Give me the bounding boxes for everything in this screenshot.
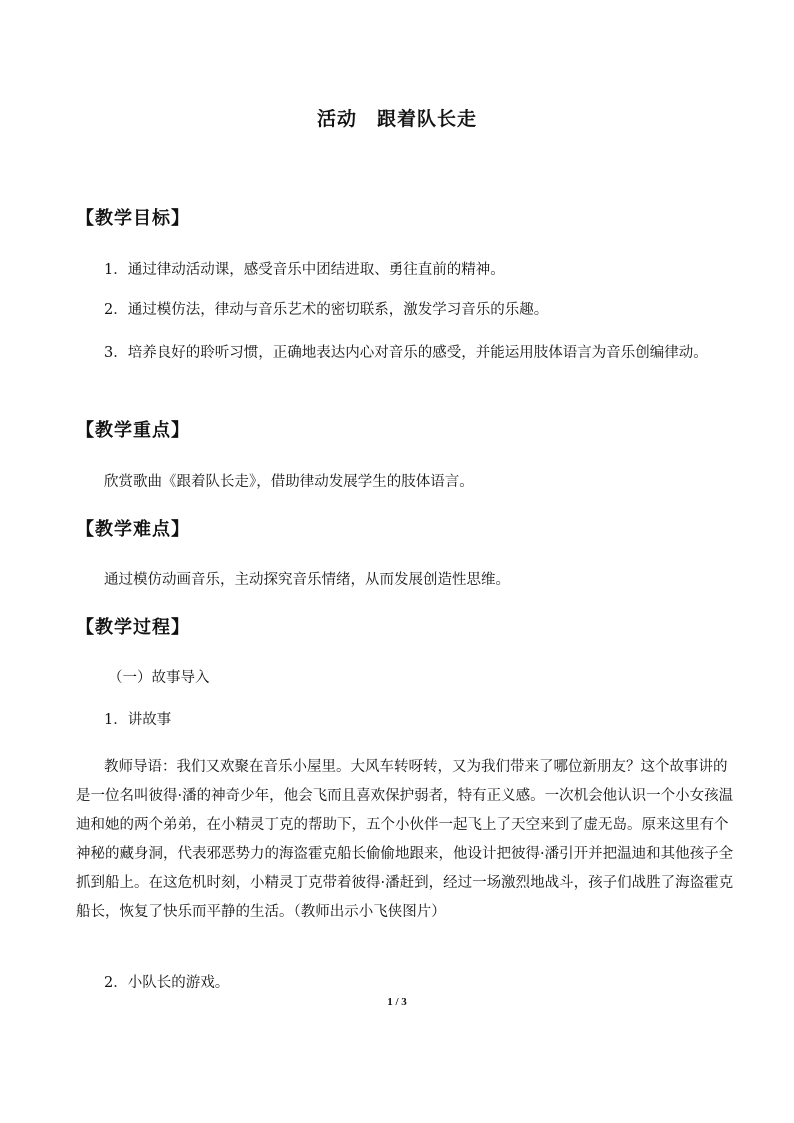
process-heading: 【教学过程】: [76, 617, 190, 638]
objectives-heading: 【教学目标】: [76, 208, 190, 229]
page-number: 1 / 3: [387, 996, 407, 1008]
difficulties-heading: 【教学难点】: [76, 519, 190, 540]
process-step-1: 1．讲故事: [104, 712, 172, 728]
objective-item-1: 1．通过律动活动课，感受音乐中团结进取、勇往直前的精神。: [104, 262, 505, 278]
objective-item-2: 2．通过模仿法，律动与音乐艺术的密切联系，激发学习音乐的乐趣。: [104, 302, 549, 318]
process-subheading: （一）故事导入: [108, 670, 210, 686]
process-step-2: 2．小队长的游戏。: [104, 975, 230, 991]
objective-item-3: 3．培养良好的聆听习惯，正确地表达内心对音乐的感受，并能运用肢体语言为音乐创编律动。: [104, 345, 708, 361]
story-paragraph: 教师导语：我们又欢聚在音乐小屋里。大风车转呀转，又为我们带来了哪位新朋友？这个故事讲的是一位名叫彼得·潘的神奇少年，他会飞而且喜欢保护弱者，特有正义感。一次机会他认识一个小女孩温迪和她的两个弟弟，在小精灵丁克的帮助下，五个小伙伴一起飞上了天空来到了虚无岛。原来这里有个神秘的藏身洞，代表邪恶势力的海盗霍克船长偷偷地跟来，他设计把彼得·潘引开并把温迪和其他孩子全抓到船上。在这危机时刻，小精灵丁克带着彼得·潘赶到，经过一场激烈地战斗，孩子们战胜了海盗霍克船长，恢复了快乐而平静的生活。（教师出示小飞侠图片）: [76, 759, 734, 920]
key-points-text: 欣赏歌曲《跟着队长走》，借助律动发展学生的肢体语言。: [104, 474, 474, 490]
difficulties-text: 通过模仿动画音乐，主动探究音乐情绪，从而发展创造性思维。: [104, 572, 510, 588]
key-points-heading: 【教学重点】: [76, 420, 190, 441]
document-title: 活动 跟着队长走: [316, 108, 477, 130]
